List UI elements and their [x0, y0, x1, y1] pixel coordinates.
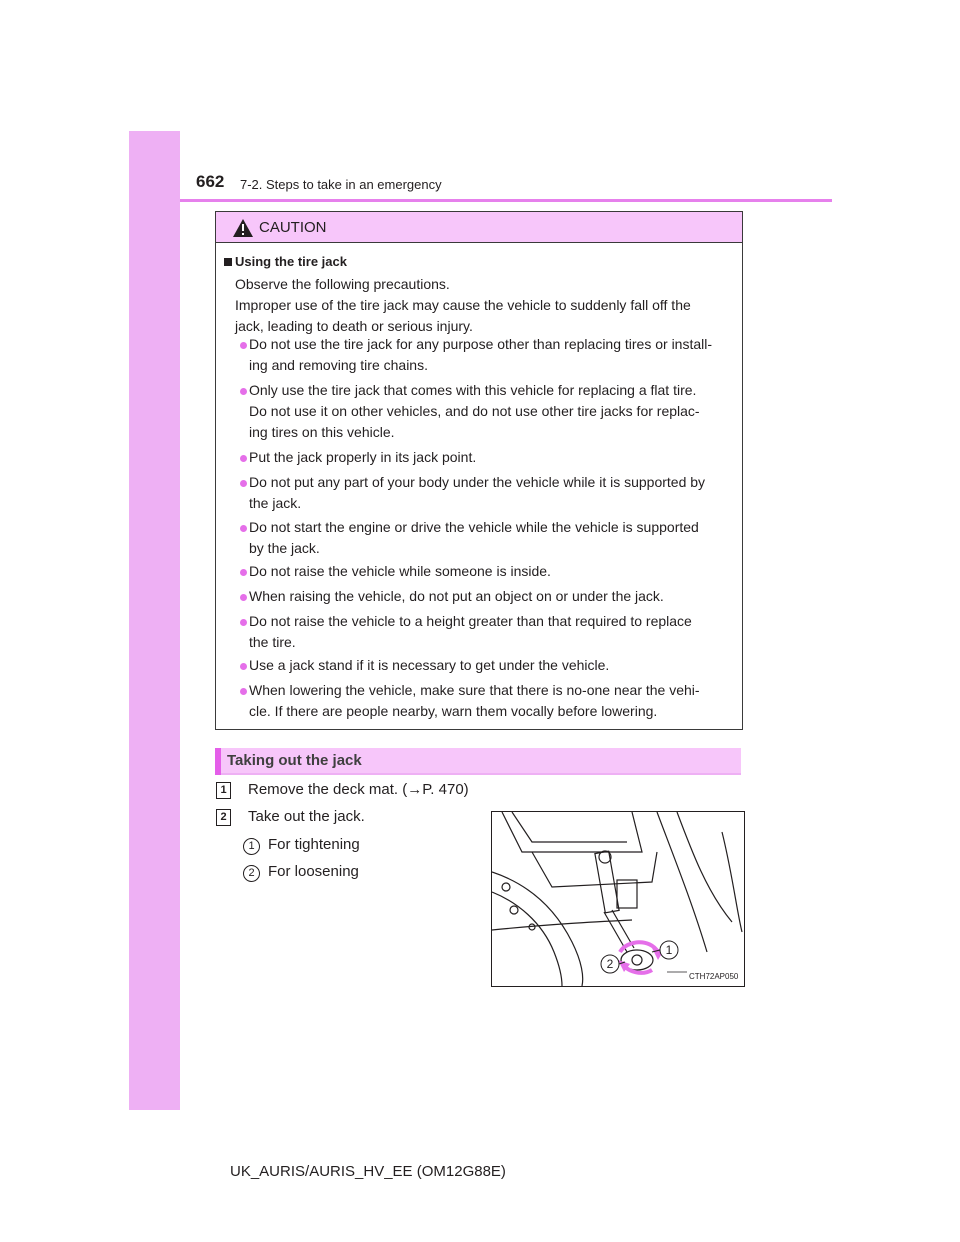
callout-1: 1: [665, 943, 673, 957]
caution-bullet-line: Do not use the tire jack for any purpose other than replacing tires or install-: [249, 336, 713, 352]
heading-accent-bar: [215, 748, 221, 775]
bullet-dot-icon: [240, 388, 247, 395]
caution-bullet-line: ing and removing tire chains.: [249, 357, 428, 373]
step-text: Remove the deck mat. (→P. 470): [248, 781, 469, 798]
caution-bullet-line: Do not raise the vehicle while someone is inside.: [249, 563, 551, 579]
section-heading: Taking out the jack: [227, 752, 362, 769]
caution-box: [215, 211, 743, 730]
caution-intro-line: Improper use of the tire jack may cause the vehicle to suddenly fall off the: [235, 297, 691, 313]
callout-2: 2: [606, 957, 614, 971]
jack-drawing: [492, 812, 744, 986]
caution-bullet-line: the tire.: [249, 634, 296, 650]
caution-bullet-line: Put the jack properly in its jack point.: [249, 449, 477, 465]
section-heading-bar: [215, 748, 741, 775]
jack-illustration: [491, 811, 745, 987]
caution-intro-line: jack, leading to death or serious injury.: [235, 318, 473, 334]
square-bullet-icon: [224, 258, 232, 266]
step-number-badge: 1: [216, 782, 231, 799]
caution-bullet-line: Only use the tire jack that comes with this vehicle for replacing a flat tire.: [249, 382, 697, 398]
page-number: 662: [196, 172, 225, 191]
caution-bullet-line: Do not start the engine or drive the vehicle while the vehicle is supported: [249, 519, 699, 535]
chapter-sidebar-tab: [129, 131, 180, 1110]
bullet-dot-icon: [240, 663, 247, 670]
section-title: 7-2. Steps to take in an emergency: [240, 177, 442, 192]
bullet-dot-icon: [240, 525, 247, 532]
bullet-dot-icon: [240, 342, 247, 349]
warning-triangle-icon: [232, 218, 254, 238]
header-divider: [180, 199, 832, 202]
caution-bullet-line: cle. If there are people nearby, warn them vocally before lowering.: [249, 703, 658, 719]
bullet-dot-icon: [240, 480, 247, 487]
caution-label: CAUTION: [259, 219, 327, 236]
caution-bullet-line: by the jack.: [249, 540, 320, 556]
caution-bullet-line: Use a jack stand if it is necessary to get under the vehicle.: [249, 657, 610, 673]
legend-number-circle: 1: [243, 838, 260, 855]
legend-number-circle: 2: [243, 865, 260, 882]
caution-subheading: Using the tire jack: [235, 254, 347, 269]
bullet-dot-icon: [240, 688, 247, 695]
illustration-code: CTH72AP050: [689, 972, 739, 981]
caution-bullet-line: When lowering the vehicle, make sure that there is no-one near the vehi-: [249, 682, 700, 698]
manual-id-footer: UK_AURIS/AURIS_HV_EE (OM12G88E): [230, 1163, 506, 1180]
step-number-badge: 2: [216, 809, 231, 826]
bullet-dot-icon: [240, 569, 247, 576]
caution-bullet-line: the jack.: [249, 495, 302, 511]
caution-bullet-line: Do not use it on other vehicles, and do not use other tire jacks for replac-: [249, 403, 700, 419]
caution-intro-line: Observe the following precautions.: [235, 276, 450, 292]
caution-bullet-line: Do not put any part of your body under the vehicle while it is supported by: [249, 474, 706, 490]
caution-bullet-line: When raising the vehicle, do not put an object on or under the jack.: [249, 588, 664, 604]
caution-header: [216, 212, 742, 243]
legend-text: For tightening: [268, 836, 360, 853]
caution-bullet-line: Do not raise the vehicle to a height greater than that required to replace: [249, 613, 692, 629]
bullet-dot-icon: [240, 594, 247, 601]
bullet-dot-icon: [240, 619, 247, 626]
legend-text: For loosening: [268, 863, 359, 880]
caution-bullet-line: ing tires on this vehicle.: [249, 424, 395, 440]
bullet-dot-icon: [240, 455, 247, 462]
step-text: Take out the jack.: [248, 808, 365, 825]
